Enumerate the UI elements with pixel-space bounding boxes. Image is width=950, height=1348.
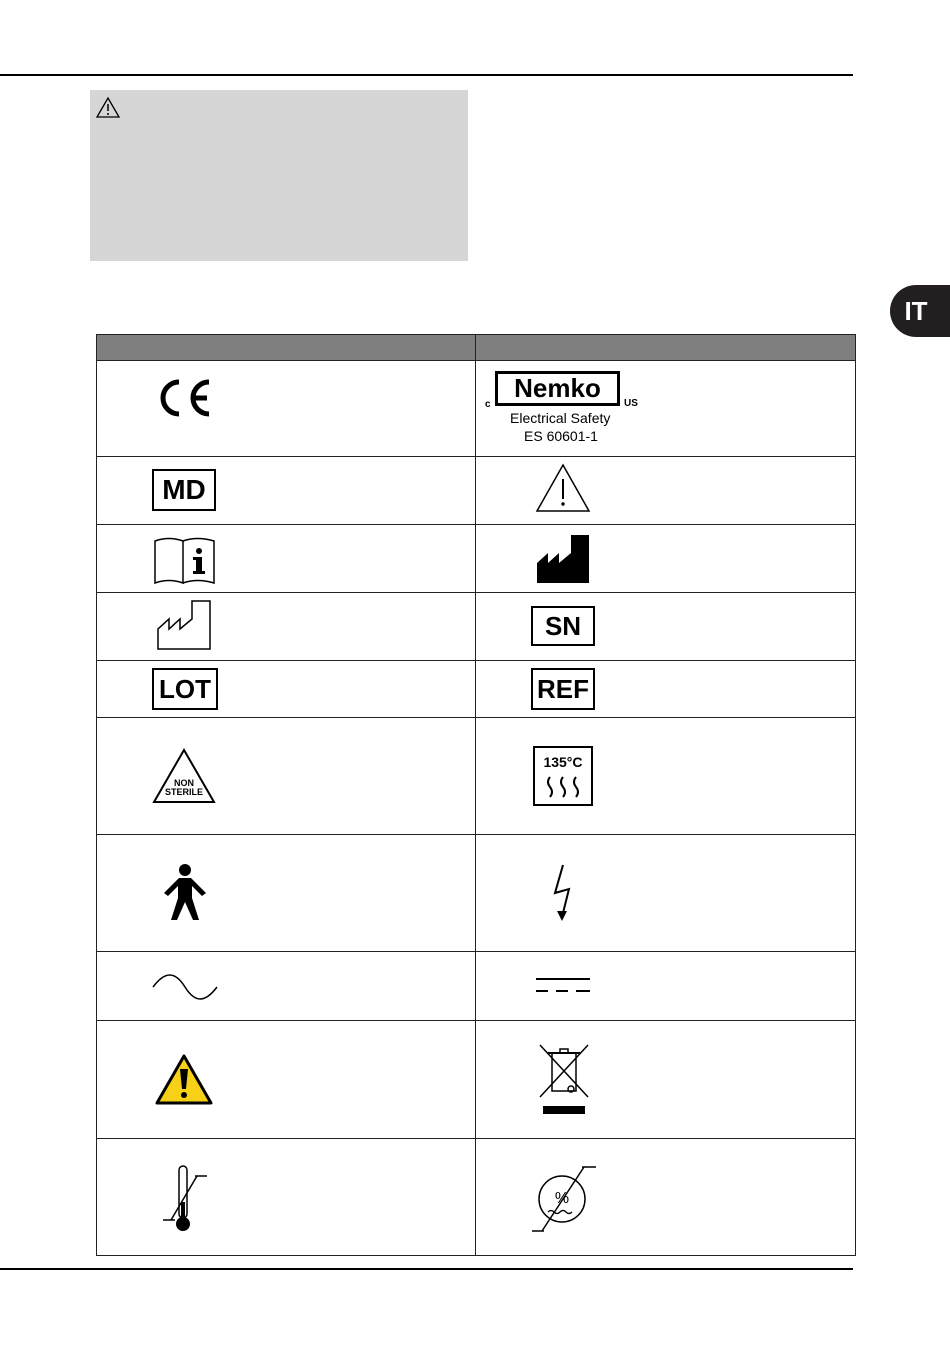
table-cell bbox=[476, 718, 856, 835]
nemko-us-mark: US bbox=[624, 398, 638, 409]
table-cell bbox=[476, 525, 856, 593]
non-sterile-icon bbox=[152, 748, 216, 804]
yellow-warning-icon bbox=[155, 1054, 213, 1106]
bottom-rule bbox=[0, 1268, 853, 1270]
dangerous-voltage-icon bbox=[549, 863, 577, 925]
table-row bbox=[97, 361, 856, 457]
humidity-limit-icon bbox=[530, 1164, 598, 1234]
table-header-cell-right bbox=[476, 335, 856, 361]
table-cell bbox=[476, 661, 856, 718]
table-row bbox=[97, 593, 856, 661]
warning-triangle-icon bbox=[96, 96, 120, 118]
warning-box bbox=[90, 90, 468, 261]
type-b-applied-part-icon bbox=[161, 864, 209, 922]
nemko-brand: Nemko bbox=[495, 371, 620, 406]
table-cell bbox=[97, 361, 476, 457]
table-row bbox=[97, 1139, 856, 1256]
table-cell bbox=[476, 457, 856, 525]
table-row bbox=[97, 952, 856, 1021]
manufacturer-icon bbox=[535, 533, 591, 585]
ce-mark-icon bbox=[155, 378, 213, 418]
table-cell bbox=[476, 1139, 856, 1256]
table-cell bbox=[97, 525, 476, 593]
table-header-cell-left bbox=[97, 335, 476, 361]
autoclave-temp-label: 135°C bbox=[543, 754, 583, 770]
date-of-manufacture-icon bbox=[156, 599, 214, 651]
table-cell bbox=[476, 361, 856, 457]
table-row bbox=[97, 835, 856, 952]
nemko-certification-icon bbox=[476, 361, 855, 456]
table-cell bbox=[97, 1139, 476, 1256]
table-cell bbox=[97, 835, 476, 952]
nemko-line2: ES 60601-1 bbox=[524, 428, 598, 444]
table-cell bbox=[97, 952, 476, 1021]
table-row bbox=[97, 525, 856, 593]
table-cell bbox=[97, 661, 476, 718]
temperature-limit-icon bbox=[161, 1164, 211, 1234]
autoclavable-icon bbox=[532, 745, 594, 807]
medical-device-icon: MD bbox=[152, 469, 216, 511]
table-cell bbox=[97, 1021, 476, 1139]
language-tab-label: IT bbox=[904, 295, 928, 326]
table-cell bbox=[476, 835, 856, 952]
table-header-row bbox=[97, 335, 856, 361]
instructions-for-use-icon bbox=[152, 536, 218, 586]
table-row bbox=[97, 457, 856, 525]
table-cell bbox=[476, 1021, 856, 1139]
alternating-current-icon bbox=[151, 974, 219, 1000]
symbols-table bbox=[96, 334, 856, 1256]
reference-number-icon: REF bbox=[531, 668, 595, 710]
weee-disposal-icon bbox=[538, 1043, 590, 1117]
table-row bbox=[97, 718, 856, 835]
language-tab[interactable] bbox=[890, 285, 950, 337]
direct-current-icon bbox=[534, 972, 592, 998]
table-row bbox=[97, 661, 856, 718]
serial-number-icon: SN bbox=[531, 606, 595, 646]
table-row bbox=[97, 1021, 856, 1139]
nemko-line1: Electrical Safety bbox=[510, 410, 611, 426]
nemko-c-mark: c bbox=[485, 399, 491, 410]
table-cell bbox=[97, 457, 476, 525]
non-sterile-line1: NON bbox=[174, 778, 194, 788]
table-cell bbox=[97, 593, 476, 661]
table-cell bbox=[476, 952, 856, 1021]
lot-number-icon: LOT bbox=[152, 668, 218, 710]
non-sterile-line2: STERILE bbox=[164, 787, 204, 797]
caution-icon bbox=[535, 463, 591, 513]
table-cell bbox=[476, 593, 856, 661]
svg-text:%: % bbox=[554, 1190, 570, 1207]
top-rule bbox=[0, 74, 853, 76]
table-cell bbox=[97, 718, 476, 835]
